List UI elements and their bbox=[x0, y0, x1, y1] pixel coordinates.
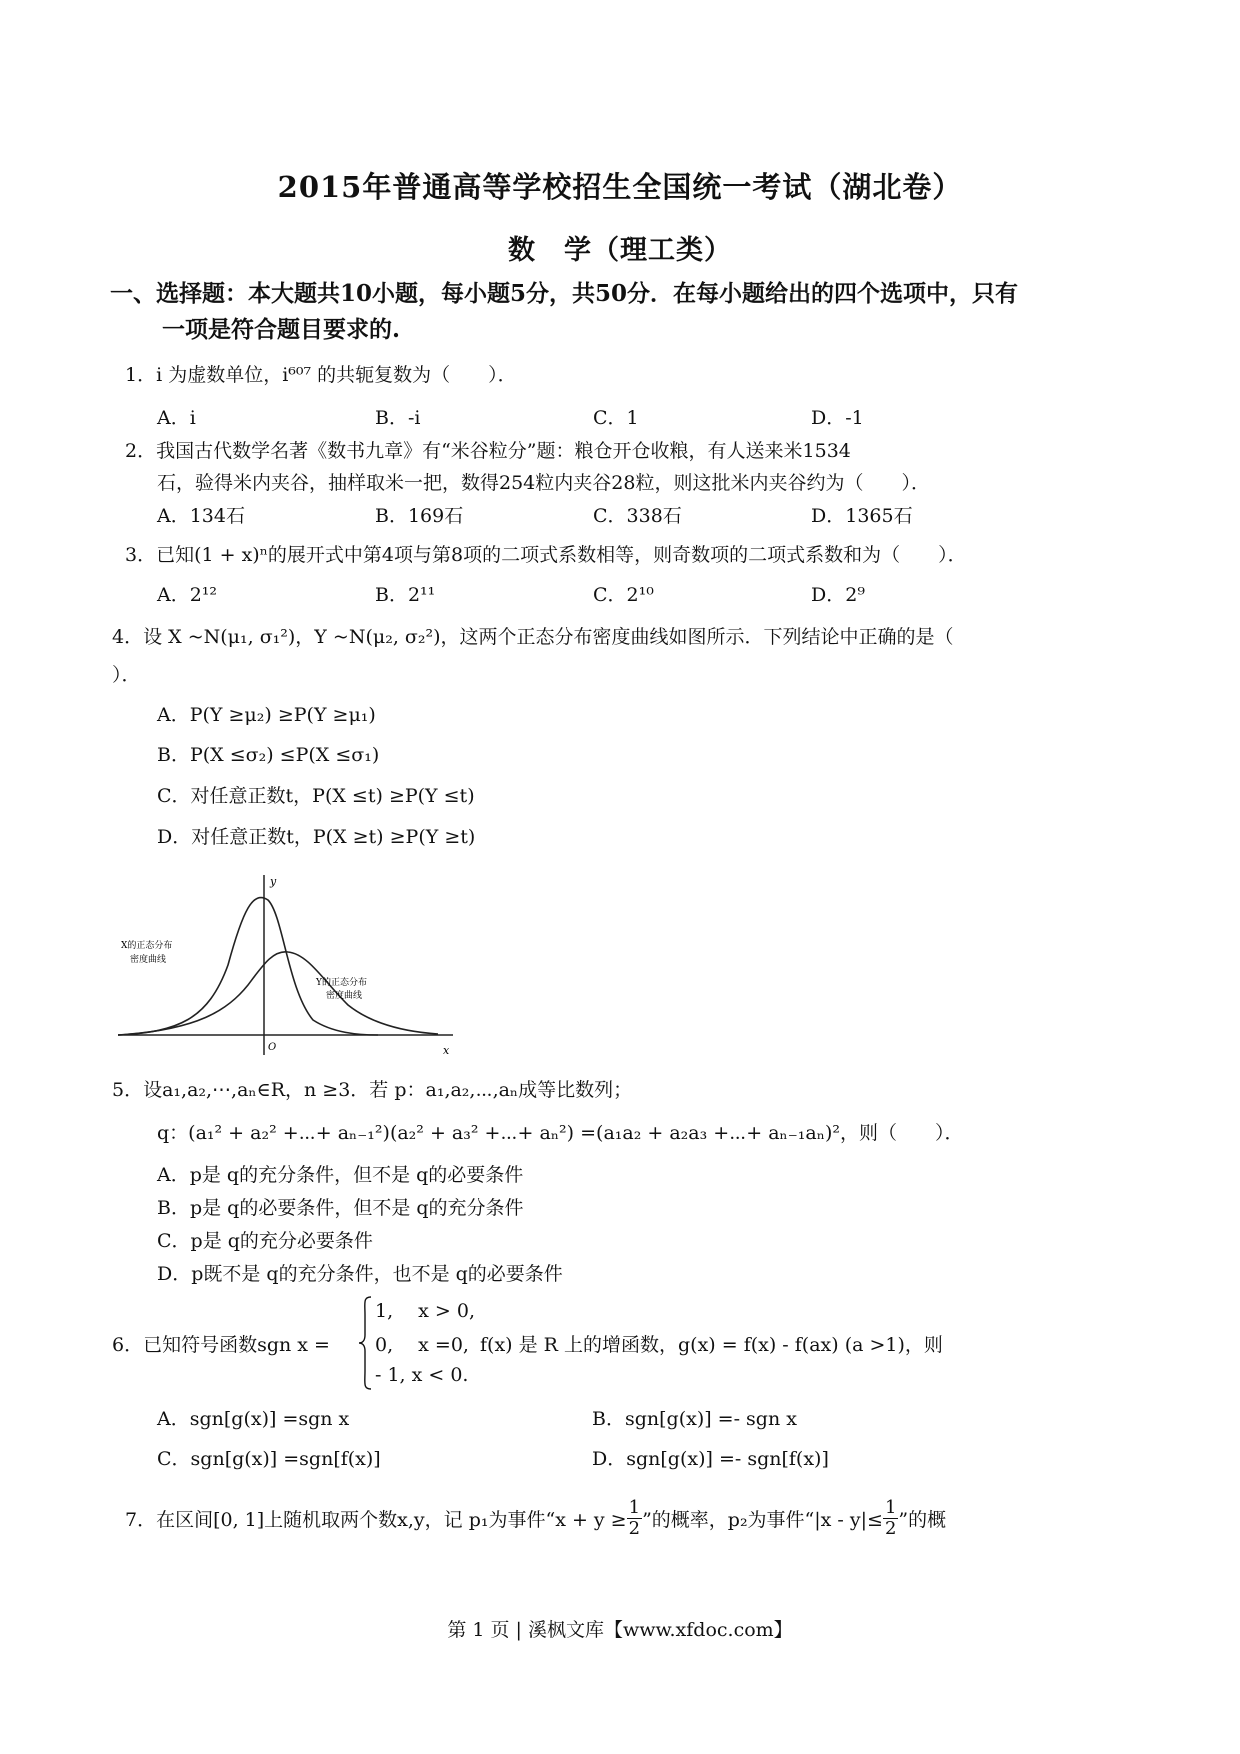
q5-line1: 5．设a₁,a₂,⋯,aₙ∈R，n ≥3．若 p：a₁,a₂,⋯,aₙ成等比数列； bbox=[112, 1079, 633, 1101]
q2-option-b: B．169石 bbox=[375, 505, 464, 527]
q6-case2: 0, x =0, bbox=[375, 1334, 469, 1356]
q5-option-a: A．p是 q的充分条件，但不是 q的必要条件 bbox=[157, 1164, 524, 1186]
q6-case3: - 1, x < 0. bbox=[375, 1364, 469, 1386]
q6-suffix: f(x) 是 R 上的增函数，g(x) = f(x) - f(ax) (a >1)，则 bbox=[480, 1334, 943, 1356]
q2-line1: 2．我国古代数学名著《数书九章》有“米谷粒分”题：粮仓开仓收粮，有人送来米1534 bbox=[125, 440, 851, 462]
q7-fraction-1-den: 2 bbox=[628, 1518, 641, 1539]
q1-stem: 1．i 为虚数单位，i⁶⁰⁷ 的共轭复数为（ ）． bbox=[125, 364, 517, 386]
q4-line1: 4．设 X ~N(μ₁, σ₁²)，Y ~N(μ₂, σ₂²)，这两个正态分布密度曲线如图所示．下列结论中正确的是（ bbox=[112, 626, 954, 648]
q7-fraction-1-num: 1 bbox=[628, 1497, 641, 1518]
y-curve-label-2: 密度曲线 bbox=[326, 991, 363, 1001]
q4-option-d: D．对任意正数t，P(X ≥t) ≥P(Y ≥t) bbox=[157, 826, 476, 848]
x-curve-label-1: X的正态分布 bbox=[121, 941, 173, 951]
q2-option-c: C．338石 bbox=[593, 505, 682, 527]
q2-option-d: D．1365石 bbox=[811, 505, 913, 527]
page-title: 2015年普通高等学校招生全国统一考试（湖北卷） bbox=[277, 170, 963, 204]
q5-option-d: D．p既不是 q的充分条件，也不是 q的必要条件 bbox=[157, 1263, 563, 1285]
q6-option-d: D．sgn[g(x)] =- sgn[f(x)] bbox=[592, 1448, 829, 1470]
q3-stem: 3．已知(1 + x)ⁿ的展开式中第4项与第8项的二项式系数相等，则奇数项的二项式系数和为（ ）． bbox=[125, 544, 967, 566]
q1-option-c: C．1 bbox=[593, 407, 639, 429]
q1-option-d: D．-1 bbox=[811, 407, 864, 429]
q7-part3: ”的概 bbox=[898, 1509, 947, 1531]
q1-option-a: A．i bbox=[157, 407, 196, 429]
q7-fraction-2 bbox=[883, 1498, 898, 1539]
x-curve-label-2: 密度曲线 bbox=[130, 955, 167, 965]
q5-option-c: C．p是 q的充分必要条件 bbox=[157, 1230, 373, 1252]
page-subtitle: 数 学（理工类） bbox=[508, 235, 732, 266]
q3-option-a: A．2¹² bbox=[157, 584, 218, 606]
y-axis-label: y bbox=[270, 875, 277, 888]
q4-line2: ）． bbox=[112, 664, 141, 686]
q7-fraction-2-num: 1 bbox=[884, 1497, 897, 1518]
q6-option-c: C．sgn[g(x)] =sgn[f(x)] bbox=[157, 1448, 381, 1470]
section-heading-line2: 一项是符合题目要求的. bbox=[162, 316, 401, 343]
page-footer: 第 1 页 | 溪枫文库【www.xfdoc.com】 bbox=[447, 1619, 793, 1641]
q1-option-b: B．-i bbox=[375, 407, 421, 429]
q6-option-b: B．sgn[g(x)] =- sgn x bbox=[592, 1408, 797, 1430]
x-density-curve bbox=[118, 898, 378, 1035]
q7-fraction-1 bbox=[627, 1498, 642, 1539]
x-axis-label: x bbox=[443, 1044, 450, 1057]
q7-stem bbox=[125, 1498, 946, 1539]
q2-line2: 石，验得米内夹谷，抽样取米一把，数得254粒内夹谷28粒，则这批米内夹谷约为（ ）． bbox=[157, 472, 930, 494]
origin-label: O bbox=[268, 1042, 277, 1053]
q7-part1: 7．在区间[0, 1]上随机取两个数x,y，记 p₁为事件“x + y ≥ bbox=[125, 1509, 627, 1531]
q4-option-a: A．P(Y ≥μ₂) ≥P(Y ≥μ₁) bbox=[157, 704, 376, 726]
q3-option-d: D．2⁹ bbox=[811, 584, 865, 606]
y-curve-label-1: Y的正态分布 bbox=[316, 978, 367, 988]
q3-option-c: C．2¹⁰ bbox=[593, 584, 654, 606]
piecewise-brace bbox=[357, 1295, 373, 1391]
q7-fraction-2-den: 2 bbox=[884, 1518, 897, 1539]
q7-part2: ”的概率，p₂为事件“|x - y|≤ bbox=[642, 1509, 883, 1531]
q6-case1: 1, x > 0, bbox=[375, 1300, 476, 1322]
section-heading-line1: 一、选择题：本大题共10小题，每小题5分，共50分．在每小题给出的四个选项中，只有 bbox=[110, 280, 1019, 307]
normal-distribution-figure bbox=[118, 870, 458, 1060]
q4-option-c: C．对任意正数t，P(X ≤t) ≥P(Y ≤t) bbox=[157, 785, 475, 807]
q2-option-a: A．134石 bbox=[157, 505, 245, 527]
q4-option-b: B．P(X ≤σ₂) ≤P(X ≤σ₁) bbox=[157, 744, 380, 766]
q5-option-b: B．p是 q的必要条件，但不是 q的充分条件 bbox=[157, 1197, 524, 1219]
q5-line2: q：(a₁² + a₂² +⋯+ aₙ₋₁²)(a₂² + a₃² +⋯+ aₙ²) =(a₁a₂ + a₂a₃ +⋯+ aₙ₋₁aₙ)²，则（ ）． bbox=[157, 1122, 964, 1144]
q3-option-b: B．2¹¹ bbox=[375, 584, 436, 606]
q6-option-a: A．sgn[g(x)] =sgn x bbox=[157, 1408, 350, 1430]
q6-prefix: 6．已知符号函数sgn x = bbox=[112, 1334, 330, 1356]
